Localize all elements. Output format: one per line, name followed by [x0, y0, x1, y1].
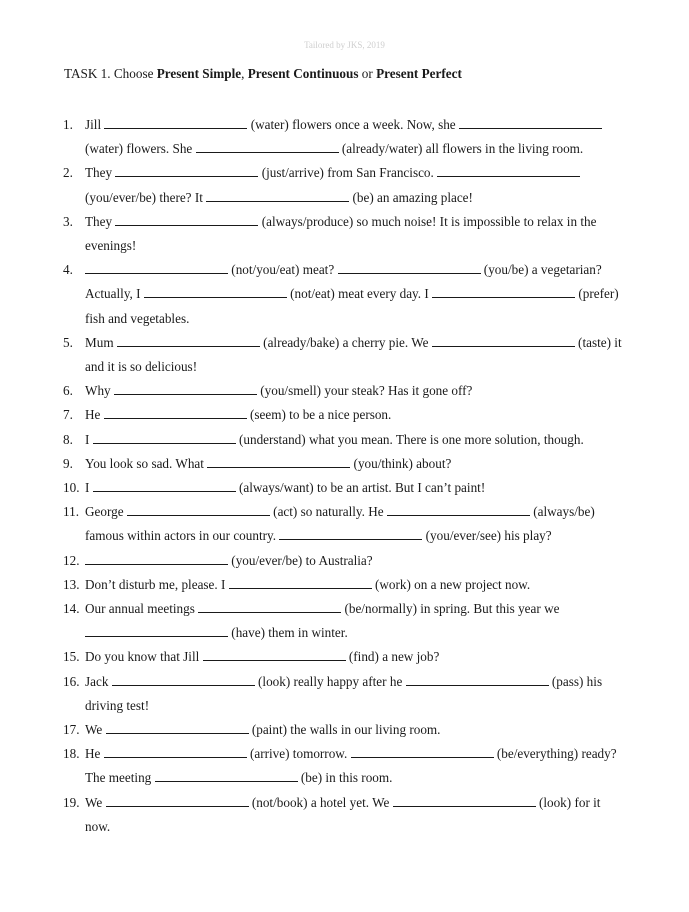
exercise-item: [63, 645, 628, 669]
answer-blank[interactable]: [207, 454, 350, 468]
answer-blank[interactable]: [393, 793, 536, 807]
exercise-item: [63, 597, 628, 645]
exercise-number: 19.: [63, 794, 80, 810]
exercise-text: (act) so naturally. He: [269, 504, 387, 520]
exercise-item: [63, 791, 628, 839]
answer-blank[interactable]: [114, 381, 257, 395]
answer-blank[interactable]: [104, 744, 247, 758]
exercise-number: 9.: [63, 455, 73, 471]
exercise-text: (you/ever/be) there? It: [85, 165, 584, 205]
watermark: Tailored by JKS, 2019: [304, 40, 385, 50]
answer-blank[interactable]: [106, 793, 249, 807]
answer-blank[interactable]: [85, 551, 228, 565]
exercise-text: (you/think) about?: [350, 455, 452, 471]
answer-blank[interactable]: [229, 575, 372, 589]
exercise-text: (be/everything) ready? The meeting: [85, 746, 620, 786]
answer-blank[interactable]: [115, 212, 258, 226]
exercise-text: (look) really happy after he: [254, 673, 406, 689]
answer-blank[interactable]: [437, 163, 580, 177]
exercise-item: [63, 258, 628, 331]
exercise-text: (not/book) a hotel yet. We: [248, 794, 393, 810]
exercise-text: They: [85, 213, 116, 229]
exercise-number: 7.: [63, 407, 73, 423]
exercise-item: [63, 742, 628, 790]
exercise-item: [63, 549, 628, 573]
answer-blank[interactable]: [432, 284, 575, 298]
exercise-number: 8.: [63, 431, 73, 447]
exercise-item: [63, 573, 628, 597]
exercise-text: Jack: [85, 673, 112, 689]
answer-blank[interactable]: [406, 672, 549, 686]
exercise-text: (be/normally) in spring. But this year we: [341, 601, 563, 617]
exercise-text: (pass) his driving test!: [85, 673, 606, 713]
exercise-number: 6.: [63, 383, 73, 399]
exercise-text: (paint) the walls in our living room.: [248, 722, 441, 738]
answer-blank[interactable]: [432, 333, 575, 347]
exercise-item: [63, 161, 628, 209]
exercise-text: George: [85, 504, 127, 520]
exercise-text: (not/eat) meat every day. I: [286, 286, 433, 302]
tense-present-perfect: Present Perfect: [376, 66, 462, 81]
answer-blank[interactable]: [387, 502, 530, 516]
exercise-text: You look so sad. What: [85, 455, 208, 471]
exercise-text: (you/ever/see) his play?: [422, 528, 552, 544]
exercise-number: 4.: [63, 262, 73, 278]
exercise-text: (just/arrive) from San Francisco.: [258, 165, 438, 181]
exercise-text: (already/bake) a cherry pie. We: [259, 334, 432, 350]
answer-blank[interactable]: [279, 526, 422, 540]
exercise-list: [63, 113, 628, 839]
answer-blank[interactable]: [85, 260, 228, 274]
exercise-text: They: [85, 165, 116, 181]
answer-blank[interactable]: [196, 139, 339, 153]
answer-blank[interactable]: [106, 720, 249, 734]
exercise-text: Mum: [85, 334, 117, 350]
exercise-number: 2.: [63, 165, 73, 181]
exercise-number: 3.: [63, 213, 73, 229]
task-separator: or: [358, 66, 377, 81]
exercise-item: [63, 500, 628, 548]
answer-blank[interactable]: [203, 647, 346, 661]
answer-blank[interactable]: [104, 405, 247, 419]
exercise-number: 11.: [63, 504, 79, 520]
exercise-text: (always/be) famous within actors in our country.: [85, 504, 599, 544]
exercise-item: [63, 331, 628, 379]
tense-present-continuous: Present Continuous: [247, 66, 359, 81]
exercise-text: (have) them in winter.: [228, 625, 348, 641]
exercise-number: 1.: [63, 117, 73, 132]
answer-blank[interactable]: [93, 430, 236, 444]
exercise-text: (always/produce) so much noise! It is impossible to relax in the evenings!: [85, 213, 600, 254]
answer-blank[interactable]: [338, 260, 481, 274]
answer-blank[interactable]: [351, 744, 494, 758]
exercise-number: 16.: [63, 673, 80, 689]
answer-blank[interactable]: [459, 115, 602, 129]
exercise-text: Don’t disturb me, please. I: [85, 576, 229, 592]
answer-blank[interactable]: [85, 623, 228, 637]
exercise-text: (work) on a new project now.: [371, 576, 531, 592]
exercise-item: [63, 428, 628, 452]
exercise-item: [63, 113, 628, 161]
answer-blank[interactable]: [93, 478, 236, 492]
exercise-number: 5.: [63, 334, 73, 350]
exercise-text: (water) flowers once a week. Now, she: [247, 117, 459, 132]
exercise-item: [63, 476, 628, 500]
exercise-item: [63, 670, 628, 718]
exercise-text: (always/want) to be an artist. But I can’t paint!: [235, 480, 486, 496]
exercise-text: (you/smell) your steak? Has it gone off?: [256, 383, 473, 399]
answer-blank[interactable]: [127, 502, 270, 516]
exercise-text: (you/be) a vegetarian? Actually, I: [85, 262, 605, 302]
exercise-text: Do you know that Jill: [85, 649, 203, 665]
answer-blank[interactable]: [117, 333, 260, 347]
task-heading: [64, 66, 462, 82]
tense-present-simple: Present Simple: [156, 66, 242, 81]
exercise-text: (taste) it and it is so delicious!: [85, 334, 625, 375]
exercise-text: He: [85, 407, 104, 423]
exercise-number: 13.: [63, 576, 80, 592]
exercise-text: I: [85, 431, 93, 447]
answer-blank[interactable]: [206, 188, 349, 202]
exercise-item: [63, 379, 628, 403]
exercise-text: (not/you/eat) meat?: [228, 262, 338, 278]
exercise-number: 15.: [63, 649, 80, 665]
exercise-text: (you/ever/be) to Australia?: [228, 552, 373, 568]
exercise-text: (understand) what you mean. There is one more solution, though.: [235, 431, 584, 447]
exercise-text: Jill: [85, 117, 105, 132]
exercise-text: (find) a new job?: [345, 649, 440, 665]
answer-blank[interactable]: [115, 163, 258, 177]
exercise-text: (be) an amazing place!: [349, 189, 473, 205]
answer-blank[interactable]: [104, 115, 247, 129]
exercise-text: (seem) to be a nice person.: [246, 407, 392, 423]
exercise-text: (already/water) all flowers in the living room.: [338, 141, 584, 157]
exercise-item: [63, 452, 628, 476]
exercise-text: (be) in this room.: [297, 770, 393, 786]
exercise-text: (look) for it now.: [85, 794, 604, 834]
exercise-text: Our annual meetings: [85, 601, 199, 617]
exercise-text: I: [85, 480, 93, 496]
task-prefix: TASK 1. Choose: [64, 66, 157, 81]
exercise-item: [63, 718, 628, 742]
exercise-text: We: [85, 722, 106, 738]
exercise-text: (water) flowers. She: [85, 117, 606, 157]
exercise-item: [63, 403, 628, 427]
exercise-item: [63, 210, 628, 258]
exercise-number: 10.: [63, 480, 80, 496]
answer-blank[interactable]: [112, 672, 255, 686]
task-separator: ,: [241, 66, 248, 81]
answer-blank[interactable]: [144, 284, 287, 298]
exercise-text: (prefer) fish and vegetables.: [85, 286, 622, 326]
answer-blank[interactable]: [198, 599, 341, 613]
exercise-number: 17.: [63, 722, 80, 738]
exercise-number: 14.: [63, 601, 80, 617]
exercise-text: (arrive) tomorrow.: [246, 746, 351, 762]
answer-blank[interactable]: [155, 768, 298, 782]
exercise-text: He: [85, 746, 104, 762]
exercise-number: 12.: [63, 552, 80, 568]
exercise-text: We: [85, 794, 106, 810]
exercise-text: Why: [85, 383, 114, 399]
exercise-number: 18.: [63, 746, 80, 762]
